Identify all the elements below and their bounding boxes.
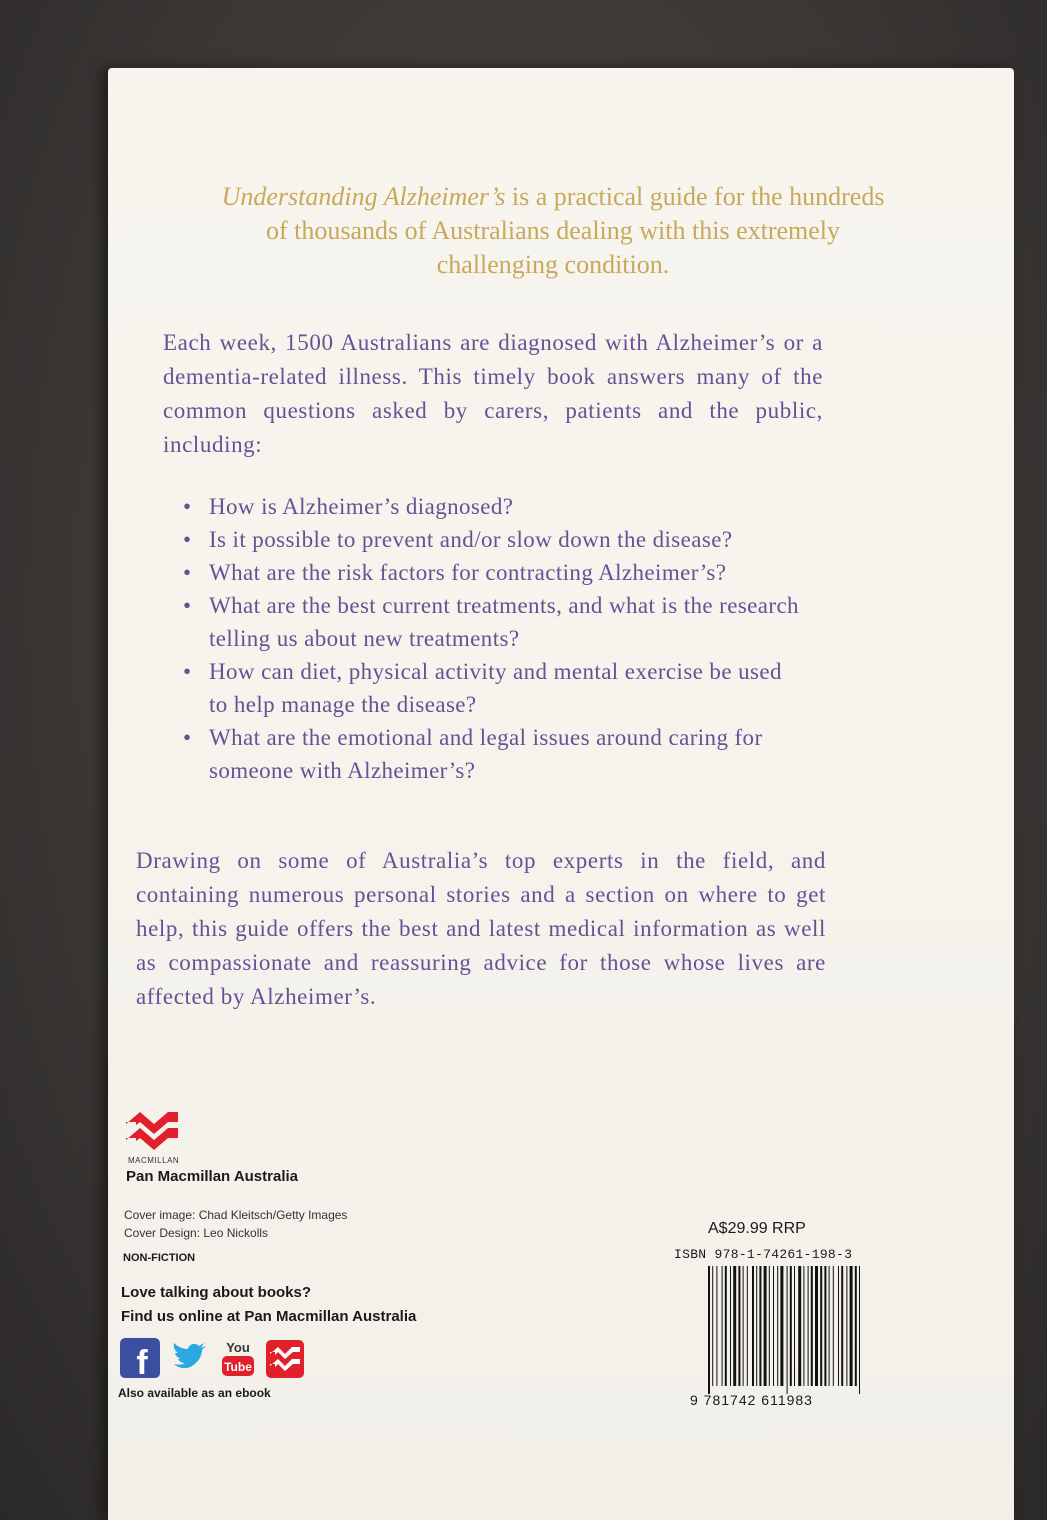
barcode-bar <box>798 1266 801 1386</box>
barcode-bar <box>756 1266 757 1386</box>
question-item: • What are the best current treatments, and what is the research telling us about new treatments? <box>183 589 803 655</box>
barcode-bar <box>846 1266 847 1386</box>
social-icons <box>120 1336 320 1382</box>
question-item: • How can diet, physical activity and mental exercise be used to help manage the disease? <box>183 655 803 721</box>
ebook-note: Also available as an ebook <box>118 1386 271 1400</box>
barcode-bar <box>815 1266 818 1386</box>
barcode-bar <box>708 1266 710 1394</box>
ean-number: 9 781742 611983 <box>690 1392 813 1408</box>
youtube-icon <box>222 1340 254 1376</box>
barcode-bar <box>777 1266 778 1386</box>
barcode-bar <box>722 1266 723 1386</box>
barcode-bar <box>752 1266 754 1386</box>
barcode-bar <box>769 1266 770 1386</box>
barcode-bar <box>738 1266 740 1386</box>
barcode-bar <box>730 1266 731 1386</box>
barcode-bar <box>790 1266 792 1386</box>
closing-paragraph: Drawing on some of Australia’s top experts in the field, and containing numerous personal stories and a section on where to get help, this guide offers the best and latest medical information as well as compassionate and reassuring advice for those whose lives are affected by Alzheimer’s. <box>136 848 826 1009</box>
macmillan-icon <box>266 1340 304 1378</box>
book-back-cover <box>108 68 1014 1520</box>
intro-paragraph: Each week, 1500 Australians are diagnosed with Alzheimer’s or a dementia-related illness. This timely book answers many of the common questions asked by carers, patients and the public, including: <box>163 330 823 457</box>
barcode-bar <box>787 1266 788 1394</box>
barcode-bar <box>859 1266 860 1394</box>
barcode-bar <box>824 1266 826 1386</box>
book-title-italic: Understanding Alzheimer’s <box>221 182 506 211</box>
barcode-bar <box>780 1266 783 1386</box>
barcode-bar <box>733 1266 736 1386</box>
promo-line-1: Love talking about books? <box>121 1284 312 1301</box>
barcode-bar <box>811 1266 813 1386</box>
publisher-name: Pan Macmillan Australia <box>126 1168 299 1185</box>
promo-line-2: Find us online at Pan Macmillan Australia <box>121 1308 417 1325</box>
question-item: • Is it possible to prevent and/or slow down the disease? <box>183 523 803 556</box>
youtube-word-you: You <box>226 1340 250 1355</box>
barcode-bar <box>759 1266 761 1386</box>
barcode-bar <box>855 1266 857 1386</box>
barcode-bar <box>838 1266 839 1386</box>
question-item: • What are the risk factors for contracting Alzheimer’s? <box>183 556 803 589</box>
lead-statement <box>208 180 898 282</box>
cover-image-credit: Cover image: Chad Kleitsch/Getty Images <box>124 1208 348 1222</box>
barcode-bar <box>747 1266 748 1386</box>
youtube-word-tube: Tube <box>224 1360 252 1374</box>
imprint-small-label: MACMILLAN <box>128 1156 180 1165</box>
facebook-icon <box>120 1338 160 1382</box>
isbn-label: ISBN 978-1-74261-198-3 <box>674 1247 853 1262</box>
question-list <box>183 490 803 787</box>
barcode-bar <box>764 1266 767 1386</box>
cover-design-credit: Cover Design: Leo Nickolls <box>124 1226 269 1240</box>
barcode-bar <box>841 1266 843 1386</box>
barcode-bar <box>808 1266 809 1386</box>
facebook-letter: f <box>136 1344 148 1382</box>
barcode <box>706 1266 866 1396</box>
barcode-bar <box>833 1266 834 1386</box>
barcode-bar <box>716 1266 717 1386</box>
macmillan-logo-icon <box>124 1110 180 1154</box>
genre-label: NON-FICTION <box>123 1252 196 1264</box>
barcode-bar <box>712 1266 713 1386</box>
barcode-bar <box>850 1266 853 1386</box>
price-label: A$29.99 RRP <box>708 1220 806 1237</box>
barcode-bar <box>794 1266 795 1386</box>
twitter-icon <box>174 1343 206 1368</box>
barcode-bar <box>725 1266 727 1386</box>
barcode-bar <box>803 1266 804 1386</box>
barcode-bar <box>829 1266 830 1386</box>
question-item: • What are the emotional and legal issues around caring for someone with Alzheimer’s? <box>183 721 803 787</box>
lead-text: is a practical guide for the hundreds of thousands of Australians dealing with this extremely challenging condition. <box>265 182 885 279</box>
question-item: • How is Alzheimer’s diagnosed? <box>183 490 803 523</box>
barcode-bar <box>773 1266 774 1386</box>
barcode-bar <box>820 1266 822 1386</box>
barcode-bar <box>743 1266 744 1386</box>
